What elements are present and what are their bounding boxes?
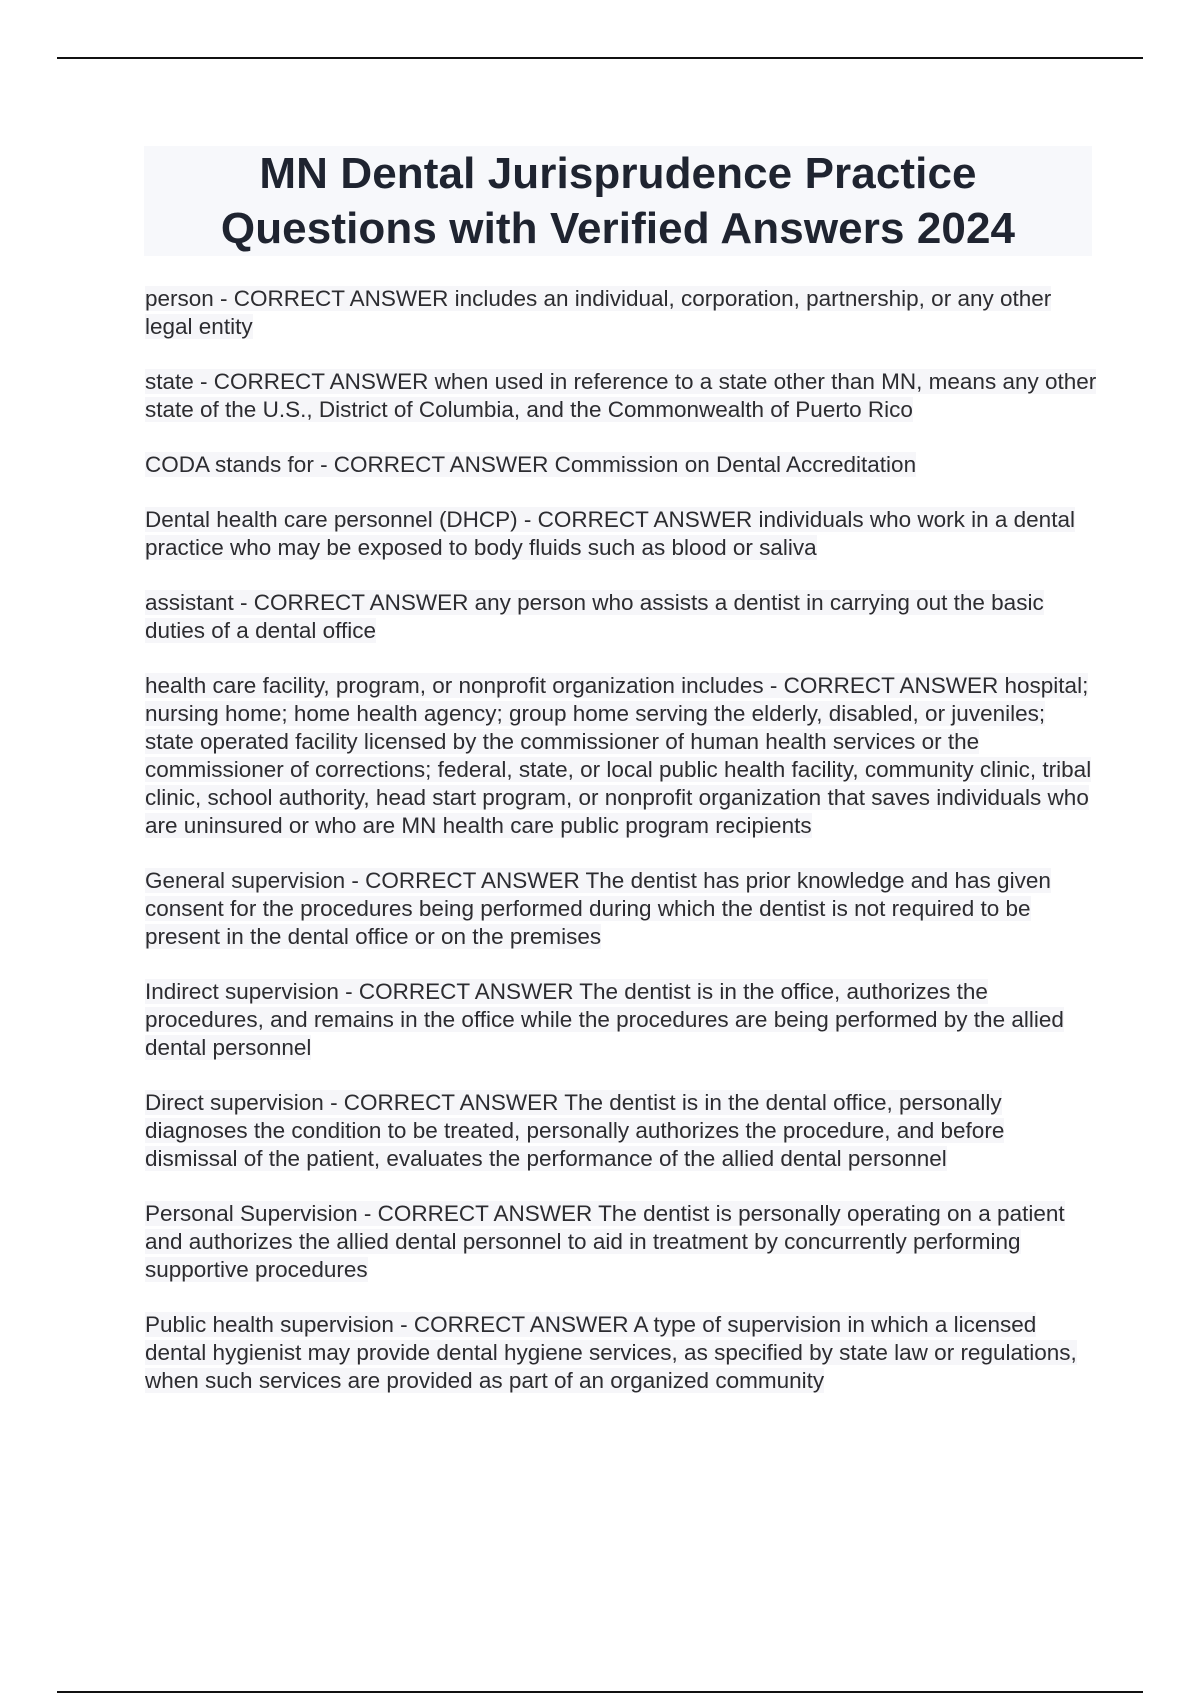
title-line-1: MN Dental Jurisprudence Practice <box>259 149 977 198</box>
qa-item-coda <box>145 451 1100 479</box>
qa-item-state <box>145 368 1100 424</box>
page-title <box>221 146 1015 256</box>
qa-text: assistant - CORRECT ANSWER any person who assists a dentist in carrying out the basic duties of a dental office <box>145 590 1044 643</box>
qa-text: person - CORRECT ANSWER includes an individual, corporation, partnership, or any other legal entity <box>145 286 1052 339</box>
qa-text: Direct supervision - CORRECT ANSWER The dentist is in the dental office, personally diagnoses the condition to be treated, personally authorizes the procedure, and before dismissal of the patient, evaluates the performance of the allied dental personnel <box>145 1090 1005 1171</box>
bottom-divider <box>57 1691 1143 1693</box>
qa-item-dhcp <box>145 506 1100 562</box>
title-line-2: Questions with Verified Answers 2024 <box>220 204 1016 253</box>
qa-text: General supervision - CORRECT ANSWER The dentist has prior knowledge and has given consent for the procedures being performed during which the dentist is not required to be present in the dental office or on the premises <box>145 868 1051 949</box>
qa-item-personal-supervision <box>145 1200 1100 1284</box>
qa-list <box>145 285 1100 1422</box>
qa-item-indirect-supervision <box>145 978 1100 1062</box>
qa-item-direct-supervision <box>145 1089 1100 1173</box>
qa-text: Indirect supervision - CORRECT ANSWER The dentist is in the office, authorizes the procedures, and remains in the office while the procedures are being performed by the allied dental personnel <box>145 979 1064 1060</box>
qa-item-person <box>145 285 1100 341</box>
qa-text: Personal Supervision - CORRECT ANSWER The dentist is personally operating on a patient and authorizes the allied dental personnel to aid in treatment by concurrently performing supportive procedures <box>145 1201 1065 1282</box>
qa-text: CODA stands for - CORRECT ANSWER Commission on Dental Accreditation <box>145 452 917 477</box>
qa-text: Public health supervision - CORRECT ANSWER A type of supervision in which a licensed dental hygienist may provide dental hygiene services, as specified by state law or regulations, when such services are provided as part of an organized community <box>145 1312 1077 1393</box>
qa-text: state - CORRECT ANSWER when used in reference to a state other than MN, means any other state of the U.S., District of Columbia, and the Commonwealth of Puerto Rico <box>145 369 1097 422</box>
qa-item-health-care-facility <box>145 672 1100 840</box>
qa-item-general-supervision <box>145 867 1100 951</box>
qa-text: Dental health care personnel (DHCP) - CORRECT ANSWER individuals who work in a dental practice who may be exposed to body fluids such as blood or saliva <box>145 507 1075 560</box>
qa-text: health care facility, program, or nonprofit organization includes - CORRECT ANSWER hospital; nursing home; home health agency; group home serving the elderly, disabled, or juveniles; state operated facility licensed by the commissioner of human health services or the commissioner of corrections; federal, state, or local public health facility, community clinic, tribal clinic, school authority, head start program, or nonprofit organization that saves individuals who are uninsured or who are MN health care public program recipients <box>145 673 1092 838</box>
qa-item-public-health-supervision <box>145 1311 1100 1395</box>
top-divider <box>57 57 1143 59</box>
title-banner <box>144 146 1092 256</box>
qa-item-assistant <box>145 589 1100 645</box>
